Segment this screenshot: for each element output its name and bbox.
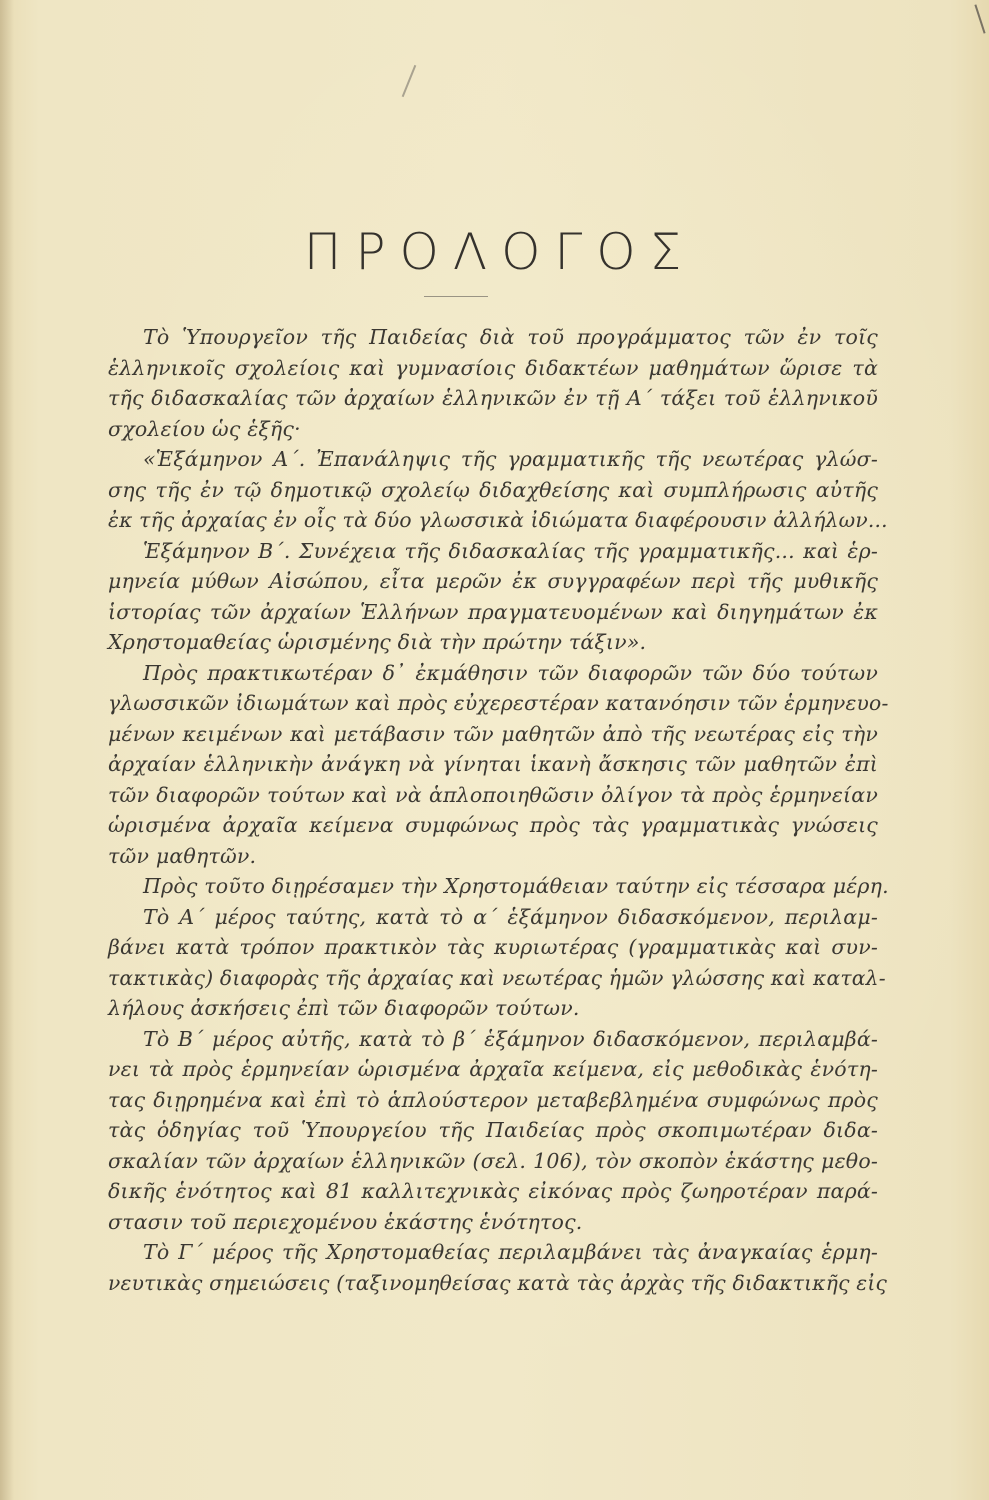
- text-line: σχολείου ὡς ἑξῆς·: [108, 416, 301, 441]
- text-line: Πρὸς πρακτικωτέραν δ᾽ ἐκμάθησιν τῶν διαφορῶν τῶν δύο τούτων: [143, 660, 878, 685]
- text-line: Χρηστομαθείας ὡρισμένης διὰ τὴν πρώτην τάξιν».: [108, 630, 647, 654]
- text-line: λήλους ἀσκήσεις ἐπὶ τῶν διαφορῶν τούτων.: [108, 996, 580, 1020]
- text-line: ἀρχαίαν ἑλληνικὴν ἀνάγκη νὰ γίνηται ἱκανὴ ἄσκησις τῶν μαθητῶν ἐπὶ: [108, 752, 878, 776]
- text-line: τὰς ὁδηγίας τοῦ Ὑπουργείου τῆς Παιδείας πρὸς σκοπιμωτέραν διδα-: [108, 1118, 878, 1142]
- text-line: σκαλίαν τῶν ἀρχαίων ἑλληνικῶν (σελ. 106), τὸν σκοπὸν ἑκάστης μεθο-: [108, 1148, 878, 1173]
- text-line: στασιν τοῦ περιεχομένου ἑκάστης ἑνότητος.: [108, 1209, 583, 1234]
- prologue-body: [108, 322, 889, 1298]
- pencil-mark: [402, 65, 417, 97]
- text-line: μηνεία μύθων Αἰσώπου, εἶτα μερῶν ἐκ συγγραφέων περὶ τῆς μυθικῆς: [108, 569, 878, 593]
- title-divider: [424, 296, 488, 297]
- text-line: Τὸ Ὑπουργεῖον τῆς Παιδείας διὰ τοῦ προγράμματος τῶν ἐν τοῖς: [143, 325, 878, 349]
- text-line: ἐκ τῆς ἀρχαίας ἐν οἷς τὰ δύο γλωσσικὰ ἰδιώματα διαφέρουσιν ἀλλήλων...: [108, 508, 888, 532]
- text-line: Τὸ Α΄ μέρος ταύτης, κατὰ τὸ α΄ ἑξάμηνον διδασκόμενον, περιλαμ-: [143, 904, 878, 929]
- text-line: ἑλληνικοῖς σχολείοις καὶ γυμνασίοις διδακτέων μαθημάτων ὥρισε τὰ: [108, 355, 878, 380]
- text-line: τας διῃρημένα καὶ ἐπὶ τὸ ἁπλούστερον μεταβεβλημένα συμφώνως πρὸς: [108, 1087, 878, 1112]
- text-line: «Ἑξάμηνον Α΄. Ἐπανάληψις τῆς γραμματικῆς τῆς νεωτέρας γλώσ-: [143, 447, 878, 471]
- text-line: ὡρισμένα ἀρχαῖα κείμενα συμφώνως πρὸς τὰς γραμματικὰς γνώσεις: [108, 813, 878, 837]
- text-line: Τὸ Β΄ μέρος αὐτῆς, κατὰ τὸ β΄ ἑξάμηνον διδασκόμενον, περιλαμβά-: [143, 1026, 878, 1051]
- text-line: Ἑξάμηνον Β΄. Συνέχεια τῆς διδασκαλίας τῆς γραμματικῆς... καὶ ἑρ-: [143, 538, 878, 563]
- text-line: βάνει κατὰ τρόπον πρακτικὸν τὰς κυριωτέρας (γραμματικὰς καὶ συν-: [108, 935, 878, 959]
- corner-ink-mark: [974, 4, 985, 33]
- text-line: Πρὸς τοῦτο διῃρέσαμεν τὴν Χρηστομάθειαν ταύτην εἰς τέσσαρα μέρη.: [143, 874, 889, 898]
- text-line: Τὸ Γ΄ μέρος τῆς Χρηστομαθείας περιλαμβάνει τὰς ἀναγκαίας ἑρμη-: [143, 1240, 878, 1264]
- page-title: ΠΡΟΛΟΓΟΣ: [303, 223, 696, 281]
- text-line: τῆς διδασκαλίας τῶν ἀρχαίων ἑλληνικῶν ἐν τῇ Α΄ τάξει τοῦ ἑλληνικοῦ: [108, 386, 878, 410]
- text-line: μένων κειμένων καὶ μετάβασιν τῶν μαθητῶν ἀπὸ τῆς νεωτέρας εἰς τὴν: [108, 721, 878, 746]
- text-line: τῶν διαφορῶν τούτων καὶ νὰ ἁπλοποιηθῶσιν ὀλίγον τὰ πρὸς ἑρμηνείαν: [108, 782, 878, 807]
- text-line: δικῆς ἑνότητος καὶ 81 καλλιτεχνικὰς εἰκόνας πρὸς ζωηροτέραν παρά-: [108, 1179, 878, 1203]
- text-line: νει τὰ πρὸς ἑρμηνείαν ὡρισμένα ἀρχαῖα κείμενα, εἰς μεθοδικὰς ἑνότη-: [108, 1057, 878, 1081]
- text-line: τακτικὰς) διαφορὰς τῆς ἀρχαίας καὶ νεωτέρας ἡμῶν γλώσσης καὶ καταλ-: [108, 965, 886, 990]
- text-line: σης τῆς ἐν τῷ δημοτικῷ σχολείῳ διδαχθείσης καὶ συμπλήρωσις αὐτῆς: [108, 477, 878, 502]
- text-line: ἱστορίας τῶν ἀρχαίων Ἑλλήνων πραγματευομένων καὶ διηγημάτων ἐκ: [108, 599, 878, 624]
- text-line: νευτικὰς σημειώσεις (ταξινομηθείσας κατὰ τὰς ἀρχὰς τῆς διδακτικῆς εἰς: [108, 1270, 888, 1295]
- text-line: γλωσσικῶν ἰδιωμάτων καὶ πρὸς εὐχερεστέραν κατανόησιν τῶν ἑρμηνευο-: [108, 691, 889, 715]
- text-line: τῶν μαθητῶν.: [108, 843, 257, 868]
